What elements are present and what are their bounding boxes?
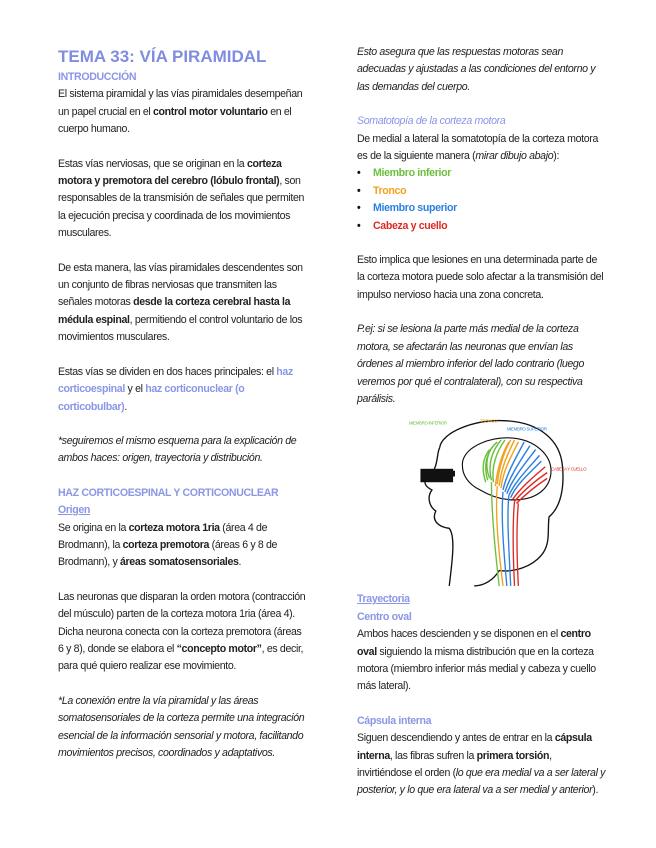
intro-paragraph-2: Estas vías nerviosas, que se originan en la corteza motora y premotora del cerebro (lóbulo frontal), son responsables de la transmisión de señales que permiten la ejecución precisa y coordinada de los movimientos musculares. — [58, 157, 305, 240]
list-item: • Tronco — [373, 183, 607, 200]
note-scheme: *seguiremos el mismo esquema para la explicación de ambos haces: origen, trayectoria y distribución. — [58, 434, 297, 465]
origen-heading: Origen — [58, 504, 91, 517]
lesiones-paragraph: Esto implica que lesiones en una determinada parte de la corteza motora puede solo afectar a la transmisión del impulso nervioso hacia una zona concreta. — [357, 254, 604, 301]
somatotopia-heading: Somatotopía de la corteza motora — [357, 115, 506, 128]
intro-paragraph-3: De esta manera, las vías piramidales descendentes son un conjunto de fibras nerviosas que transmiten las señales motoras desde la corteza cerebral hasta la médula espinal, permitiendo el control voluntario de los movimientos musculares. — [58, 261, 303, 344]
centro-oval-paragraph: Ambos haces descienden y se disponen en el centro oval siguiendo la misma distribución que en la corteza motora (miembro inferior más medial y cabeza y cuello más lateral). — [357, 628, 596, 693]
neuronas-paragraph: Las neuronas que disparan la orden motora (contracción del músculo) parten de la corteza motora 1ria (área 4). Dicha neurona conecta con la corteza premotora (áreas 6 y 8), donde se elabora el “concepto motor”, es decir, para qué quiero realizar ese movimiento. — [58, 590, 306, 673]
label-cabeza-cuello: CABEZA Y CUELLO — [551, 467, 587, 473]
list-item: • Miembro superior — [373, 200, 607, 217]
respuestas-paragraph: Esto asegura que las respuestas motoras sean adecuadas y ajustadas a las condiciones del entorno y las demandas del cuerpo. — [357, 46, 596, 93]
centro-oval-heading: Centro oval — [357, 610, 412, 623]
face-outline — [425, 448, 453, 586]
glasses — [420, 469, 453, 482]
page-title: TEMA 33: VÍA PIRAMIDAL — [58, 47, 267, 66]
somatotopia-paragraph: De medial a lateral la somatotopía de la corteza motora es de la siguiente manera (mirar dibujo abajo): — [357, 132, 599, 163]
origen-paragraph: Se origina en la corteza motora 1ria (área 4 de Brodmann), la corteza premotora (áreas 6 y 8 de Brodmann), y áreas somatosensoriales. — [58, 521, 278, 569]
label-miembro-inferior: MIEMBRO INFERIOR — [408, 420, 447, 426]
fibers-superior — [503, 442, 541, 498]
link-haz-corticonuclear: haz corticonuclear (o corticobulbar) — [58, 383, 245, 413]
intro-paragraph-1: El sistema piramidal y las vías piramidales desempeñan un papel crucial en el control motor voluntario en el cuerpo humano. — [58, 88, 303, 136]
trayectoria-heading: Trayectoria — [357, 593, 410, 606]
label-miembro-superior: MIEMBRO SUPERIOR — [506, 426, 547, 432]
label-tronco: TRONCO — [479, 419, 498, 425]
capsula-paragraph: Siguen descendiendo y antes de entrar en la cápsula interna, las fibras sufren la primera torsión, invirtiéndose el orden (lo que era medial va a ser lateral y posterior, y lo que era lateral va a ser medial y anterior). — [357, 732, 606, 797]
fibers-tronco — [495, 440, 518, 488]
left-column — [58, 46, 306, 762]
somatotopia-list — [357, 165, 607, 235]
ejemplo-paragraph: P.ej: si se lesiona la parte más medial de la corteza motora, se afectarán las neuronas que envían las órdenes al miembro inferior del lado contrario (luego veremos por qué el contralateral), con su respectiva parálisis. — [357, 323, 584, 405]
haz-heading: HAZ CORTICOESPINAL Y CORTICONUCLEAR — [58, 486, 279, 499]
intro-heading: INTRODUCCIÓN — [58, 71, 137, 83]
intro-paragraph-4: Estas vías se dividen en dos haces principales: el haz corticoespinal y el haz corticonuclear (o corticobulbar). — [58, 365, 293, 413]
note-conexion: *La conexión entre la vía piramidal y las áreas somatosensoriales de la corteza permite una integración esencial de la información sensorial y motora, facilitando movimientos precisos, coordinados y adaptativos. — [58, 694, 305, 759]
capsula-heading: Cápsula interna — [357, 714, 432, 727]
list-item: • Cabeza y cuello — [373, 218, 607, 235]
homunculus-figure — [407, 411, 599, 589]
right-column — [357, 44, 607, 800]
list-item: • Miembro inferior — [373, 165, 607, 182]
link-haz-corticoespinal: haz corticoespinal — [58, 365, 293, 396]
